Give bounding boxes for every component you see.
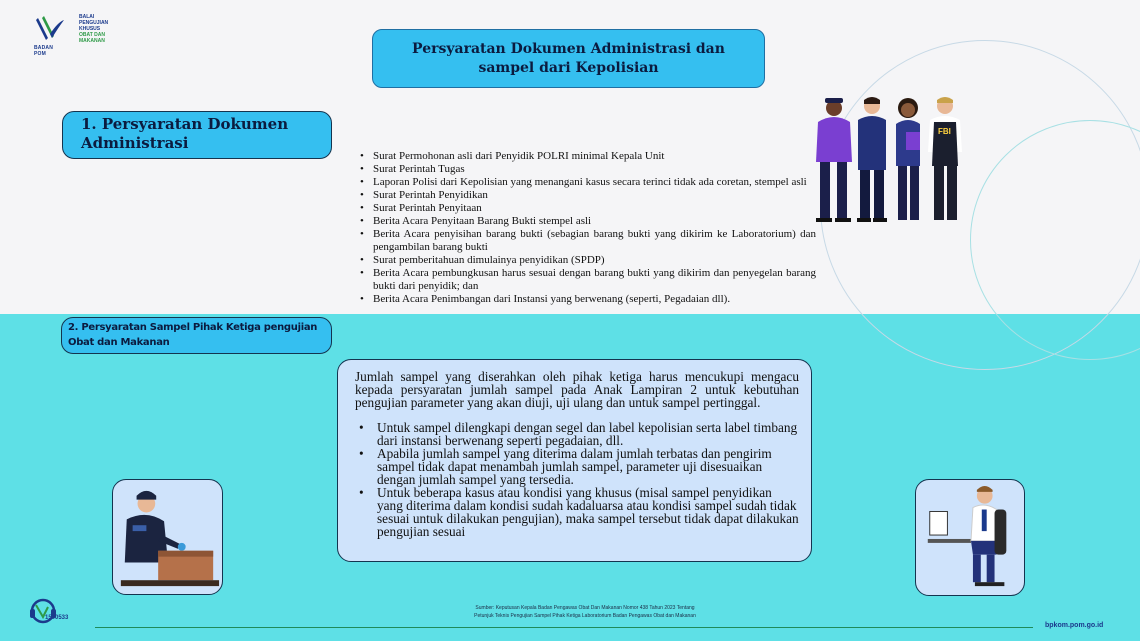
- list-item: • Berita Acara pembungkusan harus sesuai dengan barang bukti yang dikirim dan penyegelan barang bukti dari penyidik; dan: [359, 267, 816, 293]
- logo-text: [79, 14, 108, 44]
- footer-source: [420, 604, 750, 620]
- page-title-box: [372, 29, 765, 88]
- list-item: • Laporan Polisi dari Kepolisian yang menangani kasus secara terinci tidak ada coretan, stempel asli: [359, 176, 816, 189]
- source-line: Sumber: Keputusan Kepala Badan Pengawas Obat Dan Makanan Nomor 438 Tahun 2023 Tentang: [475, 605, 695, 611]
- list-item: • Untuk sampel dilengkapi dengan segel dan label kepolisian serta label timbang dari instansi berwenang seperti pegadaian, dll.: [355, 421, 799, 447]
- list-item: • Berita Acara Penyitaan Barang Bukti stempel asli: [359, 215, 816, 228]
- section-2-heading: [61, 317, 332, 354]
- logo-line: BALAI: [79, 14, 95, 20]
- logo-line: PENGUJIAN: [79, 20, 109, 26]
- list-item: • Berita Acara Penimbangan dari Instansi yang berwenang (seperti, Pegadaian dll).: [359, 293, 816, 306]
- call-center-number: 1500533: [45, 615, 69, 621]
- sample-requirements-box: [337, 359, 812, 562]
- list-item: • Surat Perintah Penyitaan: [359, 202, 816, 215]
- list-item: • Apabila jumlah sampel yang diterima dalam jumlah terbatas dan pengirim sampel tidak dapat menambah jumlah sampel, parameter uji disesuaikan dengan jumlah sampel yang tersedia.: [355, 447, 799, 486]
- section-1-label: 1. Persyaratan Dokumen Administrasi: [81, 115, 289, 152]
- logo-line: KHUSUS: [79, 26, 101, 32]
- list-item: • Surat Perintah Tugas: [359, 163, 816, 176]
- footer-url-link[interactable]: bpkom.pom.go.id: [1045, 622, 1104, 629]
- section-2-label: 2. Persyaratan Sampel Pihak Ketiga pengujian Obat dan Makanan: [68, 322, 318, 348]
- list-item: • Berita Acara penyisihan barang bukti (sebagian barang bukti yang dikirim ke Laboratorium) dan pengambilan barang bukti: [359, 228, 816, 254]
- footer-divider: [95, 627, 1033, 628]
- list-item: • Surat Permohonan asli dari Penyidik POLRI minimal Kepala Unit: [359, 150, 816, 163]
- fbi-badge-text: FBI: [938, 127, 951, 136]
- list-item: • Untuk beberapa kasus atau kondisi yang khusus (misal sampel penyidikan yang diterima dalam kondisi sudah kadaluarsa atau kondisi sampel sudah tidak sesuai untuk dilakukan pengujian), maka sampel tersebut tidak dapat dilakukan pengujian sesuai: [355, 486, 799, 538]
- sample-list: [355, 421, 799, 538]
- bpom-logo-icon: [34, 14, 66, 57]
- logo-brand: BADAN POM: [34, 45, 54, 57]
- logo-line: MAKANAN: [79, 38, 105, 44]
- office-worker-illustration: [915, 479, 1025, 596]
- list-item: • Surat Perintah Penyidikan: [359, 189, 816, 202]
- officer-packing-illustration: [112, 479, 223, 595]
- source-line: Petunjuk Teknis Pengujian Sampel Pihak Ketiga Laboratorium Badan Pengawas Obat dan Makanan: [474, 613, 696, 619]
- requirements-list: [359, 150, 816, 306]
- page-title: Persyaratan Dokumen Administrasi dan sampel dari Kepolisian: [412, 40, 725, 76]
- sample-intro: Jumlah sampel yang diserahkan oleh pihak ketiga harus mencukupi mengacu kepada persyaratan jumlah sampel pada Anak Lampiran 2 untuk kebutuhan pengujian parameter yang akan diuji, uji ulang dan untuk sampel pertinggal.: [355, 369, 799, 410]
- police-officers-illustration: [810, 92, 975, 227]
- bpom-logo: [34, 14, 109, 57]
- section-1-heading: [62, 111, 332, 159]
- call-center-logo: [28, 597, 78, 629]
- list-item: • Surat pemberitahuan dimulainya penyidikan (SPDP): [359, 254, 816, 267]
- logo-line: OBAT DAN: [79, 32, 106, 38]
